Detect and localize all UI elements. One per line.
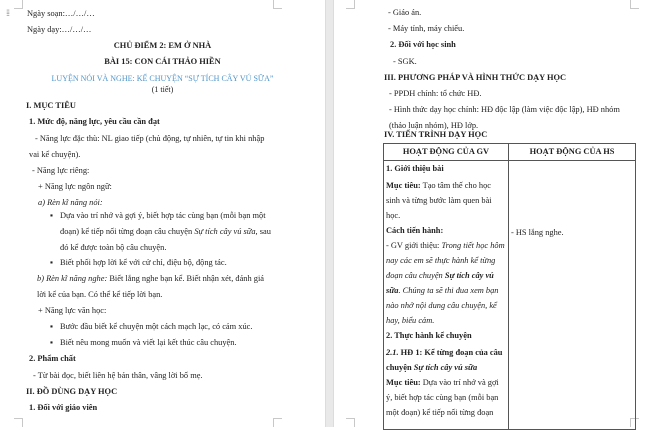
bullet-text bbox=[60, 226, 271, 237]
cell-text-italic bbox=[386, 268, 506, 283]
body-text: - SGK. bbox=[393, 57, 417, 66]
story-title-italic: Sự tích cây vú sữa bbox=[413, 363, 478, 372]
page-corner-mark bbox=[273, 0, 282, 9]
text-run: Tạo tâm thế cho học bbox=[420, 181, 491, 190]
body-text: - Năng lực riêng: bbox=[32, 166, 90, 175]
body-text: - Hình thức dạy học chính: HĐ độc lập (làm việc độc lập), HĐ nhóm bbox=[389, 105, 620, 114]
text-run: 2.1. bbox=[386, 348, 399, 357]
lesson-subtitle: LUYỆN NÓI VÀ NGHE: KỂ CHUYỆN “SỰ TÍCH CÂY VÚ SỮA” bbox=[51, 74, 274, 83]
page-corner-mark bbox=[346, 418, 355, 427]
column-header-hs: HOẠT ĐỘNG CỦA HS bbox=[509, 144, 636, 161]
text-run: đoạn câu chuyện bbox=[386, 271, 445, 280]
drag-handle-icon[interactable]: ⁞⁞ bbox=[6, 8, 10, 18]
cell-text-italic: nay các em sẽ thực hành kể từng bbox=[386, 256, 496, 265]
cell-text: học. bbox=[386, 211, 401, 220]
activity-heading: 2. Thực hành kể chuyện bbox=[386, 331, 472, 340]
page-corner-mark bbox=[14, 0, 23, 9]
story-title-italic: Sự tích cây vú sữa bbox=[194, 227, 256, 236]
bullet-icon: ▪ bbox=[50, 338, 53, 347]
section-heading-1: I. MỤC TIÊU bbox=[26, 101, 76, 110]
page-corner-mark bbox=[346, 0, 355, 9]
body-text: - Giáo án. bbox=[388, 8, 422, 17]
body-text: lời kể của bạn. Có thể kể tiếp lời bạn. bbox=[37, 290, 163, 299]
body-text: + Năng lực văn học: bbox=[38, 306, 107, 315]
table-header-row bbox=[384, 144, 636, 161]
column-header-gv: HOẠT ĐỘNG CỦA GV bbox=[384, 144, 509, 161]
text-run: đoạn) kể tiếp nối từng đoạn câu chuyện bbox=[60, 227, 195, 236]
text-run: - GV giới thiệu: bbox=[386, 241, 442, 250]
chu-diem-title: CHỦ ĐIỂM 2: EM Ở NHÀ bbox=[113, 41, 212, 50]
text-run: . Chúng ta sẽ thi đua xem bạn bbox=[398, 286, 499, 295]
body-text: vai kể chuyện). bbox=[29, 150, 81, 159]
text-run: Dựa vào trí nhớ và gợi bbox=[420, 378, 499, 387]
page-corner-mark bbox=[273, 418, 282, 427]
bullet-text: Bước đầu biết kể chuyện một cách mạch lạc, có cảm xúc. bbox=[60, 322, 253, 331]
bullet-text: Dựa vào trí nhớ và gợi ý, biết hợp tác cùng bạn (mỗi bạn một bbox=[60, 211, 266, 220]
activity-heading: 1. Giới thiệu bài bbox=[386, 164, 444, 173]
page-gap bbox=[325, 0, 334, 427]
cell-text: một đoạn) kể tiếp nối từng đoạn bbox=[386, 408, 494, 417]
table-row bbox=[384, 161, 636, 430]
document-page-left bbox=[0, 0, 325, 427]
text-run: chuyện bbox=[386, 363, 414, 372]
cell-text-italic: nào nhớ nội dung câu chuyện, kể bbox=[386, 301, 497, 310]
bullet-text: đó kể được toàn bộ câu chuyện. bbox=[60, 243, 167, 252]
body-text-italic: a) Rèn kĩ năng nói: bbox=[38, 198, 103, 207]
activity-subheading bbox=[386, 345, 506, 360]
page-corner-mark bbox=[14, 418, 23, 427]
text-run: Biết lắng nghe bạn kể. Biết nhận xét, đánh giá bbox=[107, 274, 265, 283]
bullet-text: Biết phối hợp lời kể với cử chỉ, điệu bộ, động tác. bbox=[60, 258, 227, 267]
bullet-text: Biết nêu mong muốn và viết lại kết thúc câu chuyện. bbox=[60, 338, 237, 347]
cell-text bbox=[386, 375, 506, 390]
section-heading-3: III. PHƯƠNG PHÁP VÀ HÌNH THỨC DẠY HỌC bbox=[384, 73, 567, 82]
bullet-icon: ▪ bbox=[50, 258, 53, 267]
bullet-icon: ▪ bbox=[50, 211, 53, 220]
cell-text: - HS lắng nghe. bbox=[511, 228, 564, 237]
label-bold: Mục tiêu: bbox=[386, 378, 421, 387]
text-run: , sau bbox=[255, 227, 271, 236]
cell-text bbox=[386, 238, 506, 253]
lesson-title: BÀI 15: CON CÁI THẢO HIỀN bbox=[104, 57, 221, 66]
page-corner-mark bbox=[630, 0, 639, 9]
body-text: (thảo luận nhóm), HĐ lớp. bbox=[389, 121, 479, 130]
story-title-bold: Sự tích cây vú bbox=[444, 271, 494, 280]
body-text: - Năng lực đặc thù: NL giao tiếp (chủ động, tự nhiên, tự tin khi nhập bbox=[35, 134, 265, 143]
cell-label-bold: Cách tiến hành: bbox=[386, 226, 444, 235]
cell-text: ý, biết hợp tác cùng bạn (mỗi bạn bbox=[386, 393, 499, 402]
body-text: - PPDH chính: tổ chức HĐ. bbox=[389, 89, 482, 98]
story-title-bold: sữa bbox=[386, 286, 399, 295]
activity-subheading bbox=[386, 360, 506, 375]
subsection-heading: 1. Mức độ, năng lực, yêu cầu cần đạt bbox=[29, 117, 160, 126]
ngay-day: Ngày dạy:…/…/… bbox=[27, 25, 92, 34]
lesson-duration: (1 tiết) bbox=[151, 85, 174, 94]
table-cell-hs bbox=[509, 161, 636, 430]
body-text: - Từ bài đọc, biết liên hệ bản thân, vâng lời bố mẹ. bbox=[33, 371, 203, 380]
subsection-heading: 2. Đối với học sinh bbox=[390, 40, 456, 49]
subsection-heading: 1. Đối với giáo viên bbox=[29, 403, 98, 412]
cell-text: sinh và từng bước làm quen bài bbox=[386, 196, 492, 205]
bullet-icon: ▪ bbox=[50, 322, 53, 331]
cell-text-italic bbox=[386, 283, 506, 298]
body-text: + Năng lực ngôn ngữ: bbox=[38, 182, 112, 191]
body-text: - Máy tính, máy chiếu. bbox=[388, 24, 465, 33]
cell-text bbox=[386, 178, 506, 193]
lesson-plan-table bbox=[383, 143, 636, 430]
text-run: HĐ 1: Kể từng đoạn của câu bbox=[398, 348, 503, 357]
section-heading-2: II. ĐỒ DÙNG DẠY HỌC bbox=[26, 387, 118, 396]
text-run: b) Rèn kĩ năng nghe: bbox=[37, 274, 108, 283]
table-cell-gv bbox=[384, 161, 509, 430]
ngay-soan: Ngày soạn:…/…/… bbox=[27, 9, 95, 18]
cell-text-italic: hay, biểu cảm. bbox=[386, 316, 435, 325]
subsection-heading: 2. Phẩm chất bbox=[29, 354, 76, 363]
text-run-italic: Trong tiết học hôm bbox=[441, 241, 505, 250]
label-bold: Mục tiêu: bbox=[386, 181, 421, 190]
body-text bbox=[37, 273, 264, 284]
section-heading-4: IV. TIẾN TRÌNH DẠY HỌC bbox=[384, 130, 488, 139]
